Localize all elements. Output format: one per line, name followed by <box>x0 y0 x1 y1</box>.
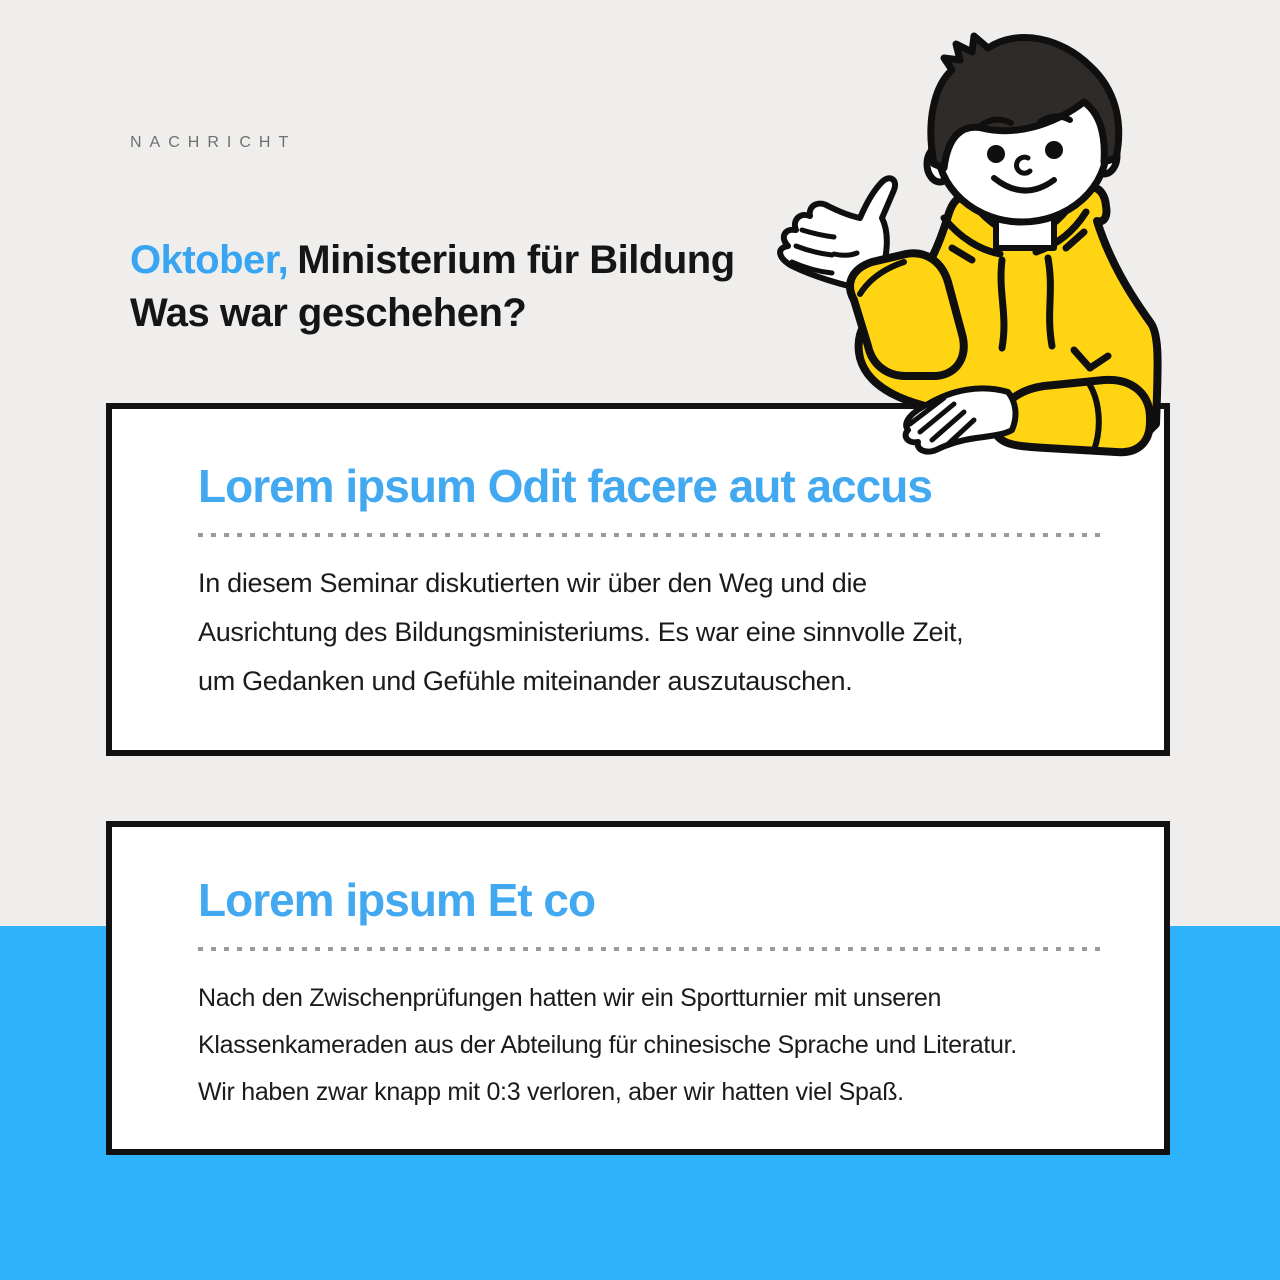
page-title <box>130 234 735 340</box>
card-seminar-body <box>198 559 1106 706</box>
card-seminar-heading: Lorem ipsum Odit facere aut accus <box>198 460 932 512</box>
body-line: um Gedanken und Gefühle miteinander auszutauschen. <box>198 666 853 696</box>
dotted-divider <box>198 533 1106 537</box>
body-line: Nach den Zwischenprüfungen hatten wir ein Sportturnier mit unseren <box>198 984 942 1012</box>
title-line-1 <box>130 234 735 287</box>
card-sportturnier <box>106 821 1170 1155</box>
title-month: Oktober, <box>130 238 289 282</box>
body-line: Klassenkameraden aus der Abteilung für chinesische Sprache und Literatur. <box>198 1031 1017 1059</box>
dotted-divider <box>198 947 1106 951</box>
palm-line <box>834 253 857 255</box>
card-sportturnier-body <box>198 975 1106 1116</box>
mascot-illustration <box>756 22 1180 470</box>
body-line: Ausrichtung des Bildungsministeriums. Es war eine sinnvolle Zeit, <box>198 617 964 647</box>
title-line-2: Was war geschehen? <box>130 291 527 335</box>
drawstring-right <box>1048 258 1052 346</box>
eyebrow-label: NACHRICHT <box>130 134 297 151</box>
drawstring-left <box>1001 260 1004 348</box>
title-rest: Ministerium für Bildung <box>297 238 735 282</box>
eye-right <box>1045 141 1063 159</box>
body-line: Wir haben zwar knapp mit 0:3 verloren, aber wir hatten viel Spaß. <box>198 1078 904 1106</box>
eye-left <box>987 145 1005 163</box>
card-sportturnier-heading: Lorem ipsum Et co <box>198 874 596 926</box>
body-line: In diesem Seminar diskutierten wir über den Weg und die <box>198 568 867 598</box>
